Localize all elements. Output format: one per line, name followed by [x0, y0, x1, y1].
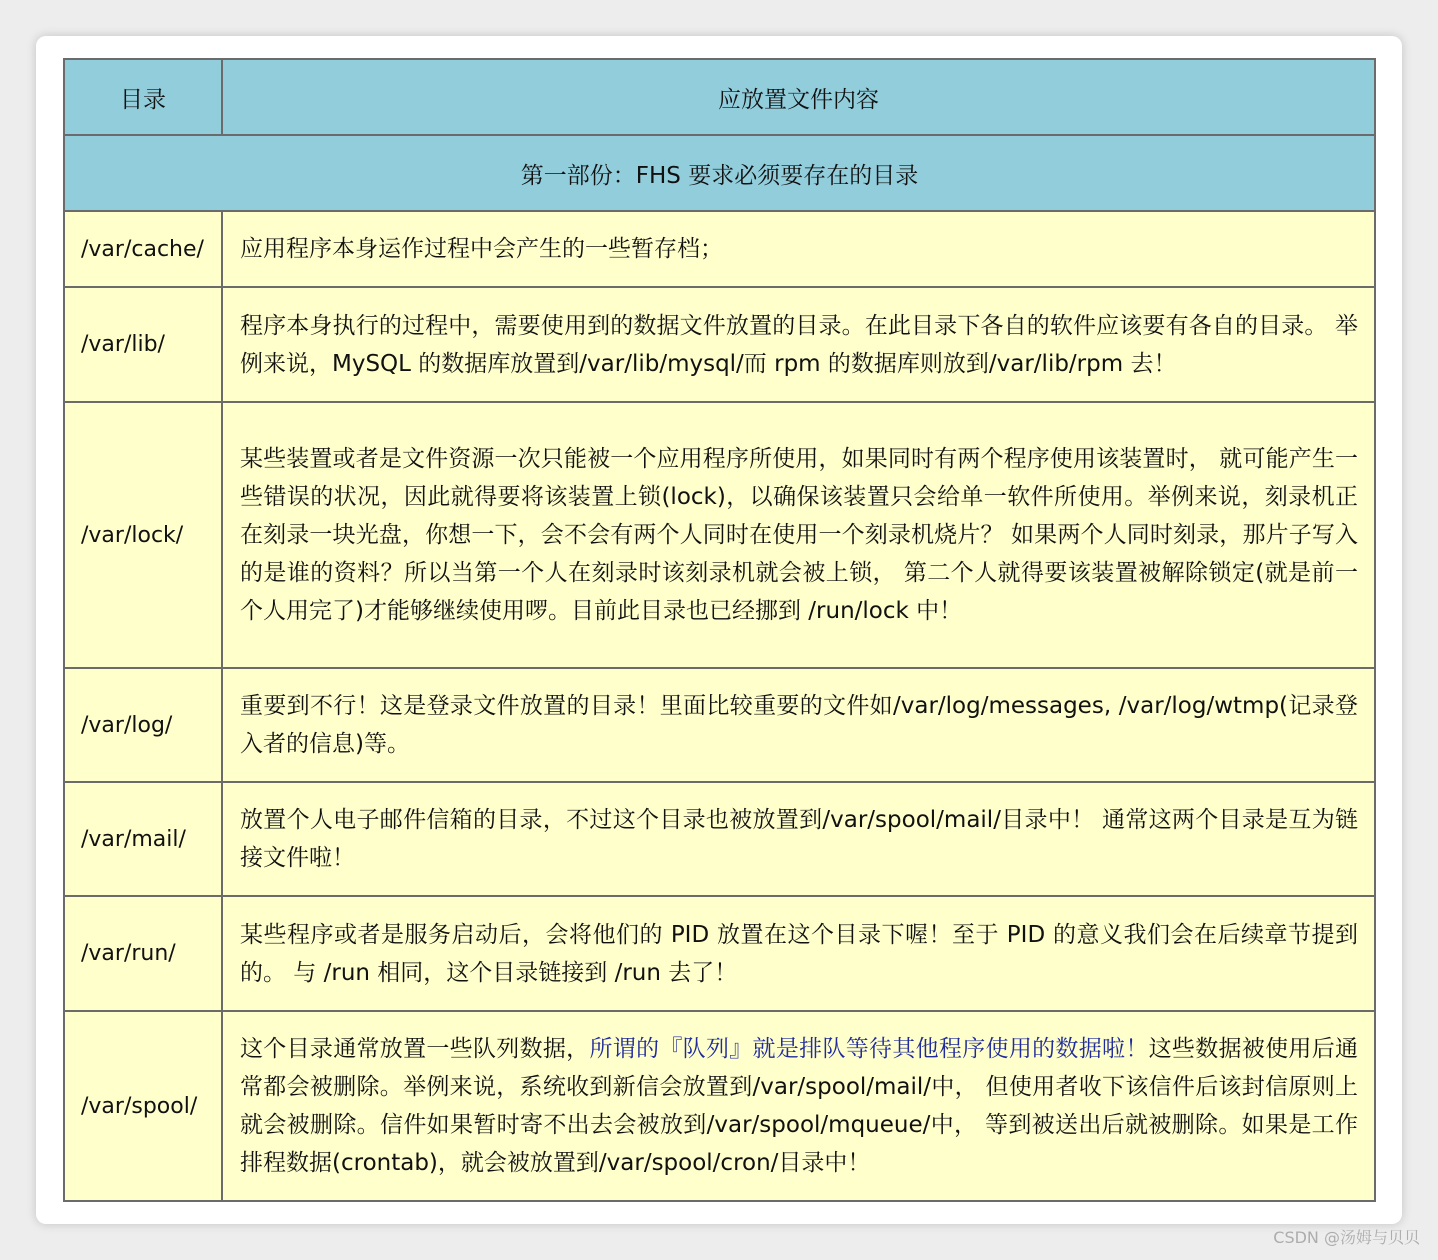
directory-cell: /var/cache/	[64, 211, 222, 287]
highlighted-text: 所谓的『队列』就是排队等待其他程序使用的数据啦！	[589, 1036, 1149, 1062]
description-cell: 程序本身执行的过程中，需要使用到的数据文件放置的目录。在此目录下各自的软件应该要有各自的目录。 举例来说，MySQL 的数据库放置到/var/lib/mysql/而 rpm 的数据库则放到/var/lib/rpm 去！	[222, 287, 1375, 402]
table-row	[64, 287, 1375, 402]
fhs-directory-table	[63, 58, 1376, 1202]
table-row	[64, 402, 1375, 668]
section-row	[64, 135, 1375, 211]
directory-cell: /var/run/	[64, 896, 222, 1011]
watermark: CSDN @汤姆与贝贝	[1273, 1228, 1420, 1247]
directory-cell: /var/spool/	[64, 1011, 222, 1201]
directory-cell: /var/lock/	[64, 402, 222, 668]
description-cell: 重要到不行！这是登录文件放置的目录！里面比较重要的文件如/var/log/messages, /var/log/wtmp(记录登入者的信息)等。	[222, 668, 1375, 782]
table-row	[64, 896, 1375, 1011]
description-cell	[222, 1011, 1375, 1201]
description-text: 这些数据被使用后通常都会被删除。举例来说，系统收到新信会放置到/var/spool/mail/中， 但使用者收下该信件后该封信原则上就会被删除。信件如果暂时寄不出去会被放到/var/spool/mqueue/中， 等到被送出后就被删除。如果是工作排程数据(crontab)，就会被放置到/var/spool/cron/目录中！	[240, 1036, 1359, 1176]
directory-cell: /var/log/	[64, 668, 222, 782]
header-directory: 目录	[64, 59, 222, 135]
table-row	[64, 782, 1375, 896]
description-cell: 某些程序或者是服务启动后，会将他们的 PID 放置在这个目录下喔！至于 PID 的意义我们会在后续章节提到的。 与 /run 相同，这个目录链接到 /run 去了！	[222, 896, 1375, 1011]
description-cell: 某些装置或者是文件资源一次只能被一个应用程序所使用，如果同时有两个程序使用该装置时， 就可能产生一些错误的状况，因此就得要将该装置上锁(lock)，以确保该装置只会给单一软件所使用。举例来说，刻录机正在刻录一块光盘，你想一下，会不会有两个人同时在使用一个刻录机烧片？ 如果两个人同时刻录，那片子写入的是谁的资料？所以当第一个人在刻录时该刻录机就会被上锁， 第二个人就得要该装置被解除锁定(就是前一个人用完了)才能够继续使用啰。目前此目录也已经挪到 /run/lock 中！	[222, 402, 1375, 668]
table-row	[64, 668, 1375, 782]
description-cell: 应用程序本身运作过程中会产生的一些暂存档；	[222, 211, 1375, 287]
description-text: 这个目录通常放置一些队列数据，	[240, 1036, 590, 1062]
header-content: 应放置文件内容	[222, 59, 1375, 135]
section-title: 第一部份：FHS 要求必须要存在的目录	[64, 135, 1375, 211]
description-cell: 放置个人电子邮件信箱的目录，不过这个目录也被放置到/var/spool/mail/目录中！ 通常这两个目录是互为链接文件啦！	[222, 782, 1375, 896]
directory-cell: /var/mail/	[64, 782, 222, 896]
directory-cell: /var/lib/	[64, 287, 222, 402]
table-header-row	[64, 59, 1375, 135]
table-row	[64, 1011, 1375, 1201]
table-row	[64, 211, 1375, 287]
